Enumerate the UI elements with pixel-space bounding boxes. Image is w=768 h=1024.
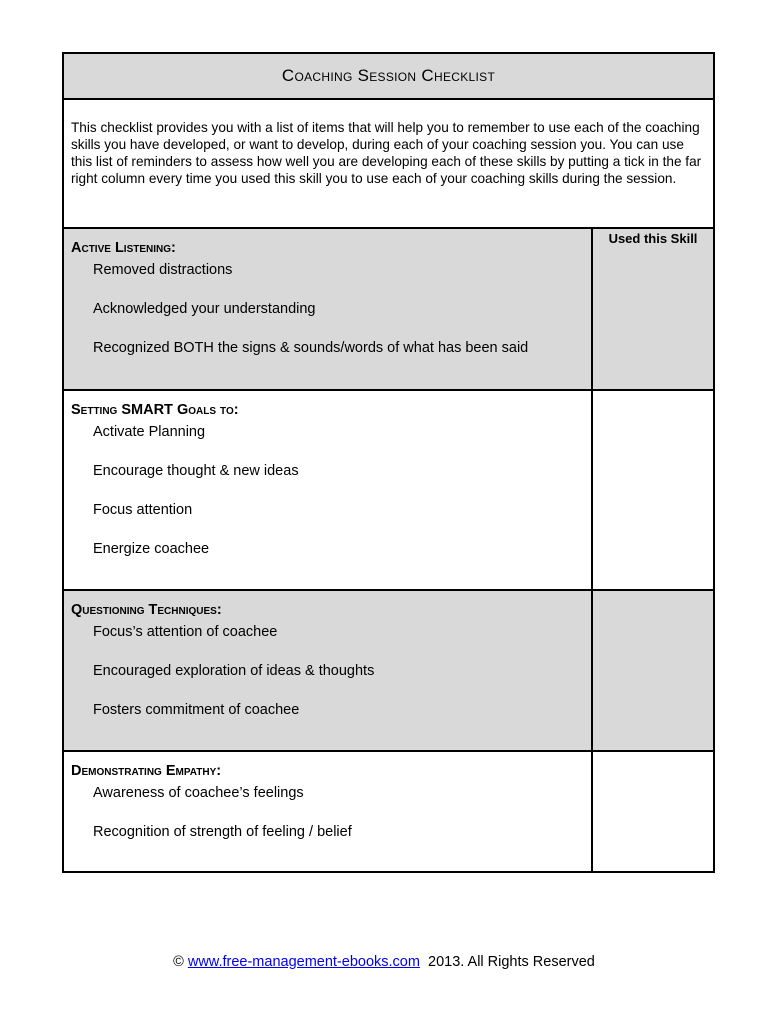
checklist-item: Encouraged exploration of ideas & thoughts [93, 663, 375, 679]
section-title: Demonstrating Empathy: [71, 763, 222, 779]
section-smart-goals [64, 391, 713, 591]
checklist-item: Focus’s attention of coachee [93, 624, 278, 640]
tick-cell[interactable] [593, 229, 713, 389]
section-content [64, 391, 593, 589]
checklist-item: Awareness of coachee’s feelings [93, 785, 304, 801]
checklist-item: Acknowledged your understanding [93, 301, 316, 317]
section-title: Active Listening: [71, 240, 176, 256]
checklist-item: Fosters commitment of coachee [93, 702, 300, 718]
section-active-listening [64, 229, 713, 391]
section-content [64, 752, 593, 871]
section-demonstrating-empathy [64, 752, 713, 871]
website-link[interactable]: www.free-management-ebooks.com [187, 954, 420, 970]
tick-cell[interactable] [593, 391, 713, 589]
intro-paragraph: This checklist provides you with a list of items that will help you to remember to use each of the coaching skills you have developed, or want to develop, during each of your coaching session you. You can use this list of reminders to assess how well you are developing each of these skills by putting a tick in the far right column every time you used this skill you to use each of your coaching skills during the session. [64, 100, 713, 229]
section-title: Questioning Techniques: [71, 602, 222, 618]
tick-cell[interactable] [593, 591, 713, 750]
section-content [64, 591, 593, 750]
checklist-item: Energize coachee [93, 541, 210, 557]
tick-cell[interactable] [593, 752, 713, 871]
checklist-table [62, 52, 715, 873]
checklist-title: Coaching Session Checklist [64, 54, 713, 100]
section-questioning-techniques [64, 591, 713, 752]
checklist-item: Recognized BOTH the signs & sounds/words of what has been said [93, 340, 529, 356]
used-skill-column-header: Used this Skill [608, 231, 698, 246]
checklist-item: Recognition of strength of feeling / belief [93, 824, 352, 840]
checklist-item: Encourage thought & new ideas [93, 463, 299, 479]
section-title: Setting SMART Goals to: [71, 402, 239, 418]
rights-text: 2013. All Rights Reserved [428, 954, 595, 970]
section-content [64, 229, 593, 389]
checklist-item: Activate Planning [93, 424, 206, 440]
checklist-item: Focus attention [93, 502, 193, 518]
checklist-item: Removed distractions [93, 262, 233, 278]
copyright-symbol: © [173, 954, 184, 970]
page-footer [0, 954, 768, 970]
